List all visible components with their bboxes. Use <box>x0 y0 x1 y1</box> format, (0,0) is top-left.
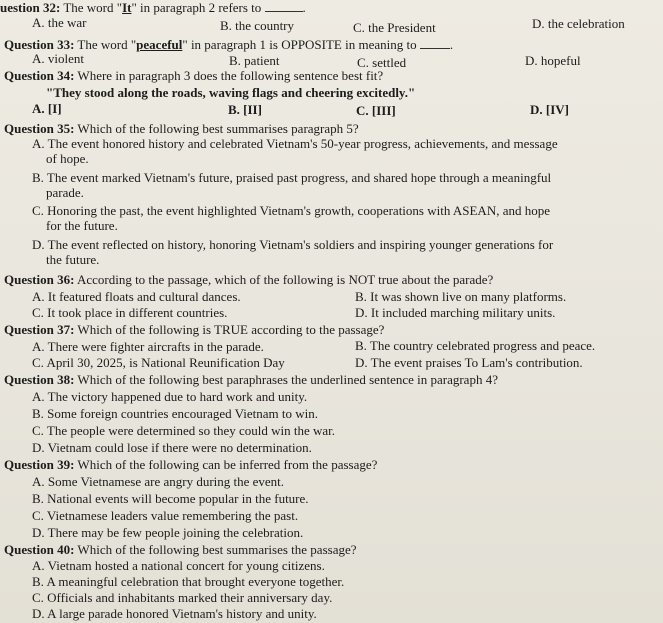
q36-option-a[interactable]: A. It featured floats and cultural dances. <box>32 289 241 304</box>
question-35-stem: Question 35: Which of the following best summarises paragraph 5? <box>4 121 359 136</box>
question-37-stem: Question 37: Which of the following is TRUE according to the passage? <box>4 322 385 337</box>
q40-option-c[interactable]: C. Officials and inhabitants marked their anniversary day. <box>32 590 333 605</box>
q35-option-d[interactable]: D. The event reflected on history, honoring Vietnam's soldiers and inspiring younger generations for the future. <box>32 237 554 267</box>
question-32-word: It <box>122 0 132 15</box>
q37-option-c[interactable]: C. April 30, 2025, is National Reunification Day <box>32 355 285 370</box>
q32-option-a[interactable]: A. the war <box>32 15 87 30</box>
question-33-word: peaceful <box>136 37 183 52</box>
q39-option-a[interactable]: A. Some Vietnamese are angry during the event. <box>32 474 285 489</box>
question-36-number: Question 36: <box>4 272 75 287</box>
q36-option-b[interactable]: B. It was shown live on many platforms. <box>355 289 567 304</box>
answer-blank <box>420 38 450 49</box>
q32-option-c[interactable]: C. the President <box>353 20 436 35</box>
q33-option-d[interactable]: D. hopeful <box>525 53 581 68</box>
q35-option-a[interactable]: A. The event honored history and celebrated Vietnam's 50-year progress, achievements, and message of hope. <box>32 136 558 166</box>
question-33-stem: Question 33: The word "peaceful" in paragraph 1 is OPPOSITE in meaning to . <box>4 37 454 52</box>
q33-option-c[interactable]: C. settled <box>357 55 407 70</box>
question-37-number: Question 37: <box>4 322 75 337</box>
q38-option-a[interactable]: A. The victory happened due to hard work and unity. <box>32 389 308 404</box>
question-32-stem: uestion 32: The word "It" in paragraph 2 refers to . <box>0 0 306 15</box>
question-36-stem: Question 36: According to the passage, which of the following is NOT true about the parade? <box>4 272 494 287</box>
question-35-number: Question 35: <box>4 121 75 136</box>
q34-option-c[interactable]: C. [III] <box>356 103 396 118</box>
answer-blank <box>265 1 303 12</box>
question-34-quote: "They stood along the roads, waving flags and cheering excitedly." <box>46 85 416 100</box>
q40-option-b[interactable]: B. A meaningful celebration that brought everyone together. <box>32 574 345 589</box>
question-34-number: Question 34: <box>4 68 75 83</box>
q35-option-b[interactable]: B. The event marked Vietnam's future, praised past progress, and shared hope through a meaningful parade. <box>32 170 552 200</box>
question-40-number: Question 40: <box>4 542 75 557</box>
question-39-number: Question 39: <box>4 457 75 472</box>
question-33-number: Question 33: <box>4 37 75 52</box>
question-38-stem: Question 38: Which of the following best paraphrases the underlined sentence in paragraph 4? <box>4 372 498 387</box>
q38-option-b[interactable]: B. Some foreign countries encouraged Vietnam to win. <box>32 406 318 421</box>
q36-option-d[interactable]: D. It included marching military units. <box>355 305 556 320</box>
q39-option-b[interactable]: B. National events will become popular in the future. <box>32 491 309 506</box>
q32-option-d[interactable]: D. the celebration <box>532 16 625 31</box>
q39-option-c[interactable]: C. Vietnamese leaders value remembering the past. <box>32 508 299 523</box>
q39-option-d[interactable]: D. There may be few people joining the celebration. <box>32 525 304 540</box>
question-34-stem: Question 34: Where in paragraph 3 does the following sentence best fit? <box>4 68 384 83</box>
q32-option-b[interactable]: B. the country <box>220 18 295 33</box>
q34-option-b[interactable]: B. [II] <box>228 102 262 117</box>
question-32-number: uestion 32: <box>0 0 61 15</box>
q34-option-d[interactable]: D. [IV] <box>530 102 569 117</box>
q36-option-c[interactable]: C. It took place in different countries. <box>32 305 228 320</box>
q40-option-d[interactable]: D. A large parade honored Vietnam's history and unity. <box>32 606 317 621</box>
question-38-number: Question 38: <box>4 372 75 387</box>
q37-option-d[interactable]: D. The event praises To Lam's contribution. <box>355 355 583 370</box>
q40-option-a[interactable]: A. Vietnam hosted a national concert for young citizens. <box>32 558 325 573</box>
q37-option-b[interactable]: B. The country celebrated progress and peace. <box>355 338 596 353</box>
q34-option-a[interactable]: A. [I] <box>32 101 62 116</box>
q33-option-b[interactable]: B. patient <box>229 53 280 68</box>
q33-option-a[interactable]: A. violent <box>32 51 84 66</box>
q37-option-a[interactable]: A. There were fighter aircrafts in the parade. <box>32 339 264 354</box>
question-40-stem: Question 40: Which of the following best summarises the passage? <box>4 542 357 557</box>
question-39-stem: Question 39: Which of the following can be inferred from the passage? <box>4 457 378 472</box>
q35-option-c[interactable]: C. Honoring the past, the event highlighted Vietnam's growth, cooperations with ASEAN, and hope for the future. <box>32 203 550 233</box>
q38-option-d[interactable]: D. Vietnam could lose if there were no determination. <box>32 440 312 455</box>
q38-option-c[interactable]: C. The people were determined so they could win the war. <box>32 423 336 438</box>
